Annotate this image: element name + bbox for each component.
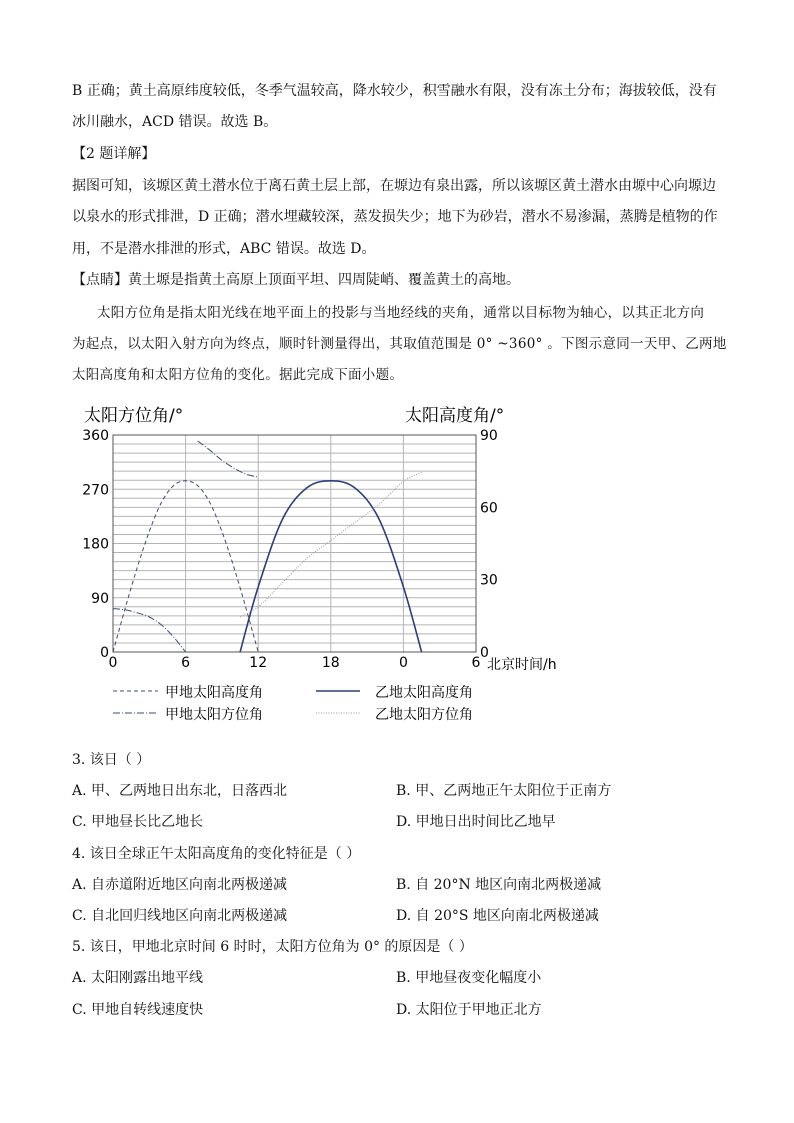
- x-tick-label: 6: [181, 655, 191, 671]
- series-line-2: [113, 609, 186, 652]
- intro-line: 太阳高度角和太阳方位角的变化。据此完成下面小题。: [72, 367, 404, 383]
- option-c[interactable]: C. 甲地昼长比乙地长: [72, 814, 204, 830]
- section-heading: 【2 题详解】: [72, 146, 156, 162]
- x-tick-label: 12: [249, 655, 268, 671]
- option-c[interactable]: C. 甲地自转线速度快: [72, 1002, 204, 1018]
- question-stem: 4. 该日全球正午太阳高度角的变化特征是（ ）: [72, 846, 361, 862]
- right-axis-title: 太阳高度角/°: [405, 406, 505, 426]
- right-tick-label: 60: [480, 500, 498, 517]
- left-tick-label: 90: [91, 590, 109, 607]
- option-a[interactable]: A. 甲、乙两地日出东北，日落西北: [72, 783, 288, 799]
- option-a[interactable]: A. 太阳刚露出地平线: [72, 970, 204, 986]
- paragraph-line: B 正确；黄土高原纬度较低，冬季气温较高，降水较少，积雪融水有限，没有冻土分布；海拔较低，没有: [72, 83, 717, 99]
- left-tick-label: 360: [82, 428, 109, 444]
- right-tick-label: 30: [480, 572, 498, 589]
- option-c[interactable]: C. 自北回归线地区向南北两极递减: [72, 908, 288, 924]
- legend-label: 甲地太阳方位角: [165, 707, 263, 723]
- right-tick-label: 0: [480, 645, 489, 661]
- paragraph-line: 以泉水的形式排泄，D 正确；潜水埋藏较深，蒸发损失少；地下为砂岩，潜水不易渗漏，蒸腾是植物的作: [72, 209, 718, 225]
- paragraph-line: 冰川融水，ACD 错误。故选 B。: [72, 114, 278, 130]
- note-line: 【点睛】黄土塬是指黄土高原上顶面平坦、四周陡峭、覆盖黄土的高地。: [72, 272, 520, 288]
- x-axis-title: 北京时间/h: [487, 657, 557, 673]
- option-b[interactable]: B. 自 20°N 地区向南北两极递减: [396, 877, 602, 893]
- left-tick-label: 270: [82, 482, 109, 499]
- x-tick-label: 6: [471, 655, 481, 671]
- series-line-2: [198, 441, 259, 477]
- x-tick-label: 0: [108, 655, 118, 671]
- option-d[interactable]: D. 自 20°S 地区向南北两极递减: [396, 908, 599, 924]
- left-axis-title: 太阳方位角/°: [84, 406, 184, 426]
- legend-label: 甲地太阳高度角: [165, 685, 263, 701]
- right-tick-label: 90: [480, 428, 498, 444]
- option-d[interactable]: D. 太阳位于甲地正北方: [396, 1002, 542, 1018]
- intro-line: 太阳方位角是指太阳光线在地平面上的投影与当地经线的夹角，通常以目标物为轴心，以其正北方向: [97, 305, 705, 321]
- x-tick-label: 0: [398, 655, 408, 671]
- question-stem: 3. 该日（ ）: [72, 752, 151, 768]
- option-d[interactable]: D. 甲地日出时间比乙地早: [396, 814, 556, 830]
- left-tick-label: 0: [100, 645, 109, 661]
- intro-line: 为起点，以太阳入射方向为终点，顺时针测量得出，其取值范围是 0° ~360° 。下图示意同一天甲、乙两地: [72, 336, 727, 352]
- paragraph-line: 据图可知，该塬区黄土潜水位于离石黄土层上部，在塬边有泉出露，所以该塬区黄土潜水由塬中心向塬边: [72, 178, 716, 194]
- legend-label: 乙地太阳方位角: [375, 707, 473, 723]
- option-a[interactable]: A. 自赤道附近地区向南北两极递减: [72, 877, 288, 893]
- question-stem: 5. 该日，甲地北京时间 6 时时，太阳方位角为 0° 的原因是（ ）: [72, 939, 473, 955]
- left-tick-label: 180: [82, 536, 109, 553]
- option-b[interactable]: B. 甲、乙两地正午太阳位于正南方: [396, 783, 612, 799]
- x-tick-label: 18: [321, 655, 340, 671]
- option-b[interactable]: B. 甲地昼夜变化幅度小: [396, 970, 542, 986]
- paragraph-line: 用，不是潜水排泄的形式，ABC 错误。故选 D。: [72, 241, 376, 257]
- legend-label: 乙地太阳高度角: [375, 685, 473, 701]
